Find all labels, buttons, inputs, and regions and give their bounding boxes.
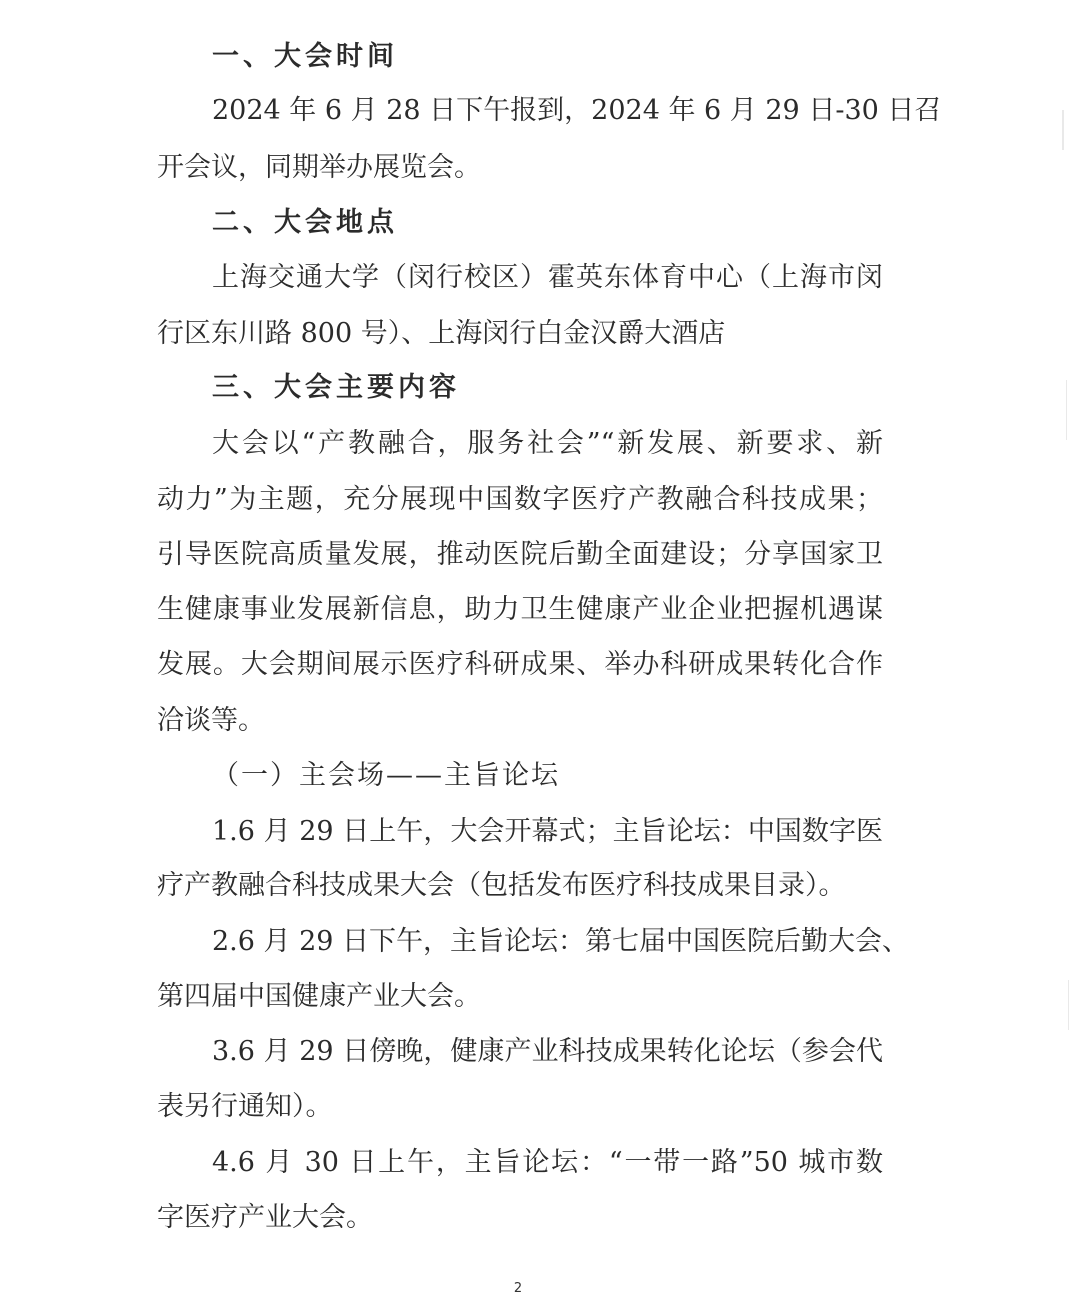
- body-line: 上海交通大学（闵行校区）霍英东体育中心（上海市闵: [212, 262, 883, 293]
- agenda-item-line: 疗产教融合科技成果大会（包括发布医疗科技成果目录）。: [157, 870, 846, 901]
- scan-edge-mark: [1066, 380, 1067, 440]
- agenda-item-line: 表另行通知）。: [157, 1091, 333, 1122]
- section-heading-venue: 二、大会地点: [212, 207, 398, 238]
- scan-edge-mark: [1068, 980, 1069, 1030]
- body-line: 行区东川路 800 号）、上海闵行白金汉爵大酒店: [157, 318, 726, 349]
- body-line: 开会议，同期举办展览会。: [157, 152, 481, 183]
- body-line: 动力”为主题，充分展现中国数字医疗产教融合科技成果；: [157, 484, 883, 515]
- agenda-item-line: 4.6 月 30 日上午，主旨论坛：“一带一路”50 城市数: [212, 1147, 883, 1178]
- section-heading-time: 一、大会时间: [212, 41, 398, 72]
- body-line: 生健康事业发展新信息，助力卫生健康产业企业把握机遇谋: [157, 594, 883, 625]
- body-line: 引导医院高质量发展，推动医院后勤全面建设；分享国家卫: [157, 539, 883, 570]
- page-number: 2: [513, 1281, 523, 1296]
- agenda-item-line: 2.6 月 29 日下午，主旨论坛：第七届中国医院后勤大会、: [212, 926, 910, 957]
- scan-edge-mark: [1062, 110, 1064, 150]
- body-line: 2024 年 6 月 28 日下午报到，2024 年 6 月 29 日-30 日召: [212, 95, 942, 126]
- agenda-item-line: 1.6 月 29 日上午，大会开幕式；主旨论坛：中国数字医: [212, 816, 883, 847]
- section-heading-content: 三、大会主要内容: [212, 372, 460, 403]
- body-line: 发展。大会期间展示医疗科研成果、举办科研成果转化合作: [157, 649, 883, 680]
- agenda-item-line: 第四届中国健康产业大会。: [157, 981, 481, 1012]
- agenda-item-line: 字医疗产业大会。: [157, 1202, 373, 1233]
- body-line: 大会以“产教融合，服务社会”“新发展、新要求、新: [212, 428, 883, 459]
- body-line: 洽谈等。: [157, 705, 265, 736]
- agenda-item-line: 3.6 月 29 日傍晚，健康产业科技成果转化论坛（参会代: [212, 1036, 883, 1067]
- subsection-title: （一）主会场——主旨论坛: [212, 760, 560, 791]
